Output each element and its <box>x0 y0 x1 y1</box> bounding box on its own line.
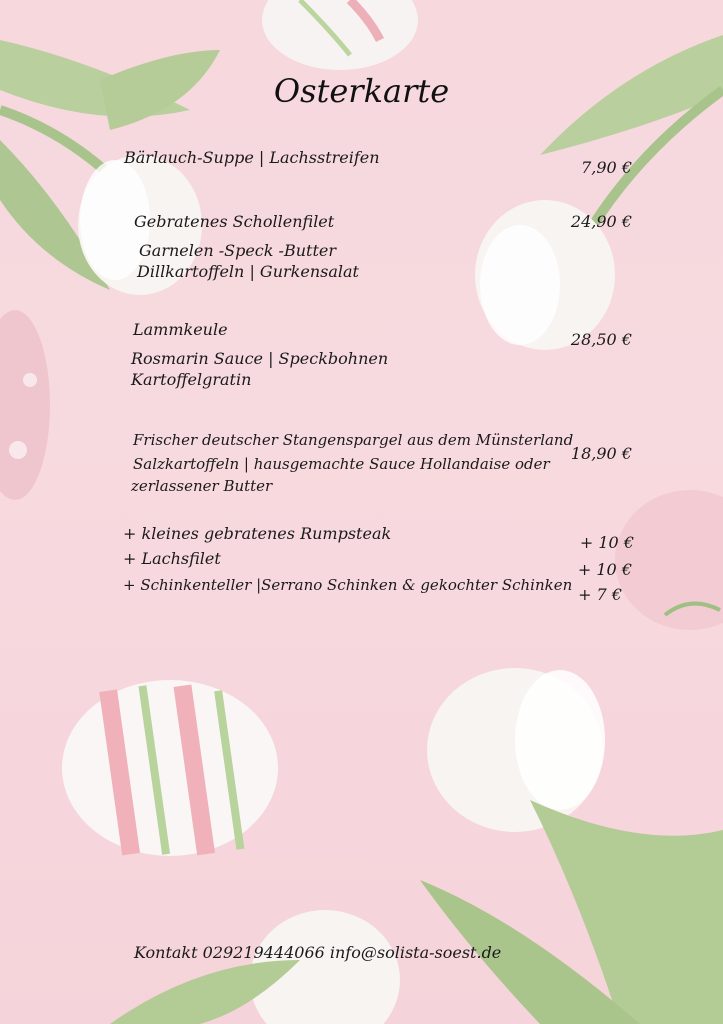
menu-item-price: 28,50 € <box>570 330 632 349</box>
easter-egg-icon <box>262 0 418 70</box>
easter-egg-icon <box>62 680 278 856</box>
extra-item-price: + 10 € <box>579 533 634 552</box>
menu-item-price: 18,90 € <box>570 444 632 463</box>
extra-item-price: + 10 € <box>577 560 632 579</box>
menu-title: Osterkarte <box>273 72 450 110</box>
menu-item-description: Garnelen -Speck -Butter <box>139 241 336 260</box>
menu-item-description: Salzkartoffeln | hausgemachte Sauce Hollandaise oder <box>133 455 550 473</box>
menu-item-price: 7,90 € <box>581 158 632 177</box>
extra-item-label: + Lachsfilet <box>123 549 221 568</box>
extra-item-label: + kleines gebratenes Rumpsteak <box>123 524 392 543</box>
menu-item-price: 24,90 € <box>570 212 632 231</box>
menu-item-name: Gebratenes Schollenfilet <box>134 212 335 231</box>
contact-info: Kontakt 029219444066 info@solista-soest.de <box>134 943 502 962</box>
menu-item-description: zerlassener Butter <box>131 477 273 495</box>
extra-item-price: + 7 € <box>578 585 622 604</box>
menu-item-description: Dillkartoffeln | Gurkensalat <box>137 262 359 281</box>
menu-item-name: Frischer deutscher Stangenspargel aus dem Münsterland <box>133 431 574 449</box>
extra-item-label: + Schinkenteller |Serrano Schinken & gekochter Schinken <box>123 576 573 594</box>
menu-item-description: Kartoffelgratin <box>131 370 252 389</box>
menu-item-name: Lammkeule <box>133 320 228 339</box>
menu-item-description: Rosmarin Sauce | Speckbohnen <box>131 349 389 368</box>
easter-egg-icon <box>0 310 50 500</box>
menu-item-name: Bärlauch-Suppe | Lachsstreifen <box>124 148 380 167</box>
